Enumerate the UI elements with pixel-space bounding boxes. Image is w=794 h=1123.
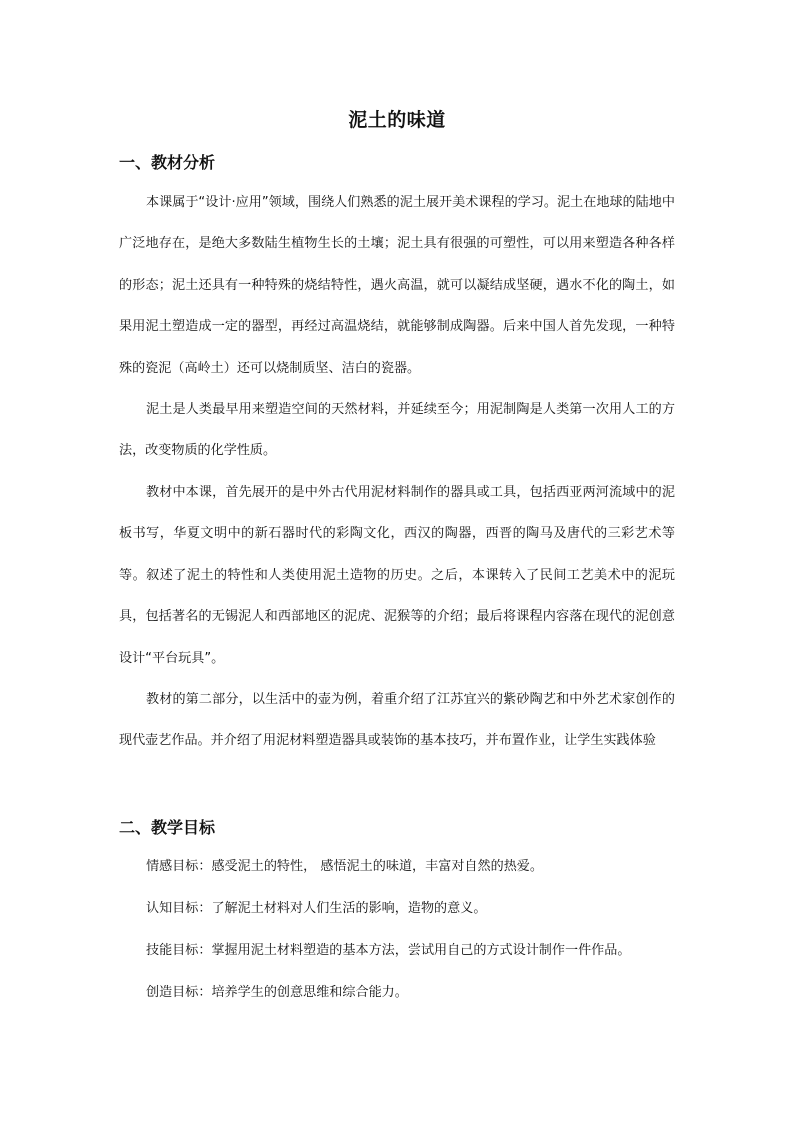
goal-cognitive: 认知目标：了解泥土材料对人们生活的影响，造物的意义。 bbox=[146, 901, 487, 916]
document-title: 泥土的味道 bbox=[348, 109, 446, 131]
goal-skill: 技能目标：掌握用泥土材料塑造的基本方法，尝试用自己的方式设计制作一件作品。 bbox=[146, 943, 631, 958]
paragraph: 教材的第二部分，以生活中的壶为例，着重介绍了江苏宜兴的紫砂陶艺和中外艺术家创作的现代壶艺作品。并介绍了用泥材料塑造器具或装饰的基本技巧，并布置作业，让学生实践体验 bbox=[119, 692, 675, 749]
paragraph: 本课属于“设计·应用”领域，围绕人们熟悉的泥土展开美术课程的学习。泥土在地球的陆地中广泛地存在，是绝大多数陆生植物生长的土壤；泥土具有很强的可塑性，可以用来塑造各种各样的形态；泥土还具有一种特殊的烧结特性，遇火高温，就可以凝结成坚硬，遇水不化的陶土，如果用泥土塑造成一定的器型，再经过高温烧结，就能够制成陶器。后来中国人首先发现，一种特殊的瓷泥（高岭土）还可以烧制质坚、洁白的瓷器。 bbox=[119, 195, 675, 376]
paragraph: 泥土是人类最早用来塑造空间的天然材料，并延续至今；用泥制陶是人类第一次用人工的方法，改变物质的化学性质。 bbox=[119, 402, 675, 459]
goal-emotional: 情感目标：感受泥土的特性， 感悟泥土的味道，丰富对自然的热爱。 bbox=[146, 859, 543, 874]
goal-creative: 创造目标：培养学生的创意思维和综合能力。 bbox=[146, 985, 408, 1000]
paragraph: 教材中本课，首先展开的是中外古代用泥材料制作的器具或工具，包括西亚两河流域中的泥板书写，华夏文明中的新石器时代的彩陶文化，西汉的陶器，西晋的陶马及唐代的三彩艺术等等。叙述了泥土的特性和人类使用泥土造物的历史。之后，本课转入了民间工艺美术中的泥玩具，包括著名的无锡泥人和西部地区的泥虎、泥猴等的介绍；最后将课程内容落在现代的泥创意设计“平台玩具”。 bbox=[119, 485, 675, 666]
section-heading-textbook-analysis: 一、教材分析 bbox=[119, 153, 216, 172]
section-heading-teaching-goals: 二、教学目标 bbox=[119, 818, 216, 837]
